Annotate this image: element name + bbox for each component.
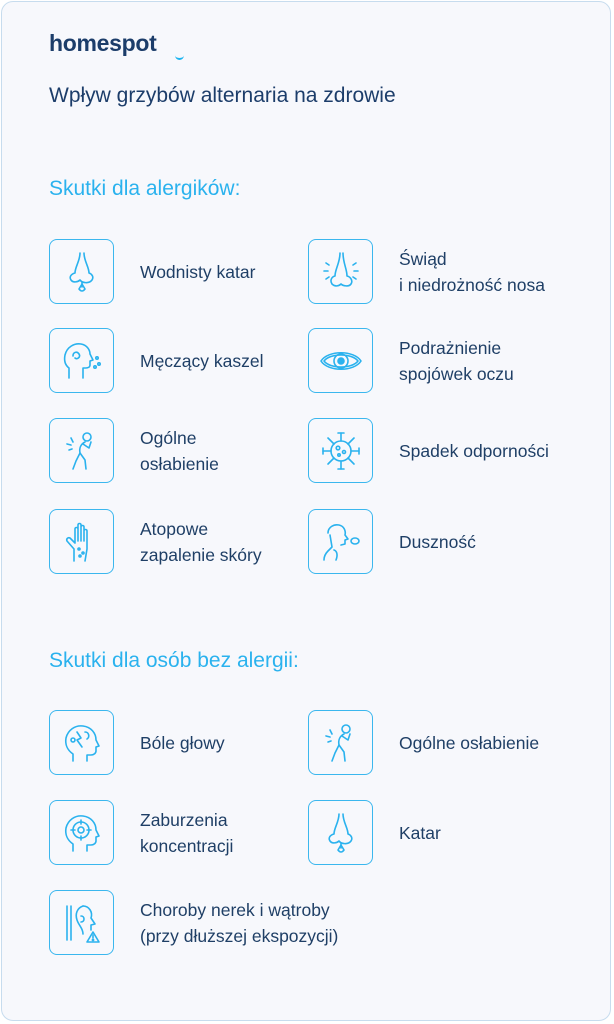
weakness-icon — [308, 710, 373, 775]
organs-warning-icon — [49, 890, 114, 955]
item-label: Bóle głowy — [140, 732, 225, 753]
item-label: Ogólne osłabienie — [140, 427, 219, 474]
list-item — [49, 418, 219, 483]
logo-smile-mark — [175, 53, 184, 60]
item-label: Podrażnienie spojówek oczu — [399, 337, 514, 384]
hand-rash-icon — [49, 509, 114, 574]
list-item — [308, 710, 539, 775]
eye-icon — [308, 328, 373, 393]
list-item — [308, 239, 545, 304]
logo-text-home: home — [49, 30, 110, 56]
runny-nose-icon — [49, 239, 114, 304]
list-item — [308, 509, 476, 574]
list-item — [49, 800, 233, 865]
item-label: Choroby nerek i wątroby (przy dłuższej ekspozycji) — [140, 899, 339, 946]
headache-icon — [49, 710, 114, 775]
item-label: Spadek odporności — [399, 440, 549, 461]
list-item — [49, 509, 262, 574]
list-item — [49, 239, 255, 304]
list-item — [308, 328, 514, 393]
item-label: Zaburzenia koncentracji — [140, 809, 234, 856]
page-title: Wpływ grzybów alternaria na zdrowie — [49, 84, 396, 107]
list-item — [308, 418, 549, 483]
item-label: Katar — [399, 822, 441, 843]
virus-icon — [308, 418, 373, 483]
breathless-icon — [308, 509, 373, 574]
item-label: Duszność — [399, 531, 476, 552]
logo-text-spot: spot — [109, 30, 157, 56]
concentration-icon — [49, 800, 114, 865]
runny-nose-icon — [308, 800, 373, 865]
item-label: Męczący kaszel — [140, 350, 264, 371]
list-item — [49, 328, 264, 393]
item-label: Świąd i niedrożność nosa — [399, 248, 545, 295]
item-label: Ogólne osłabienie — [399, 732, 540, 753]
infographic-card — [1, 1, 611, 1021]
weakness-icon — [49, 418, 114, 483]
list-item — [49, 710, 225, 775]
homespot-logo — [49, 30, 157, 57]
item-label: Wodnisty katar — [140, 261, 256, 282]
cough-icon — [49, 328, 114, 393]
itchy-nose-icon — [308, 239, 373, 304]
section-heading-non-allergic: Skutki dla osób bez alergii: — [49, 649, 299, 672]
list-item — [49, 890, 338, 955]
item-label: Atopowe zapalenie skóry — [140, 518, 262, 565]
list-item — [308, 800, 441, 865]
section-heading-allergic: Skutki dla alergików: — [49, 177, 241, 200]
